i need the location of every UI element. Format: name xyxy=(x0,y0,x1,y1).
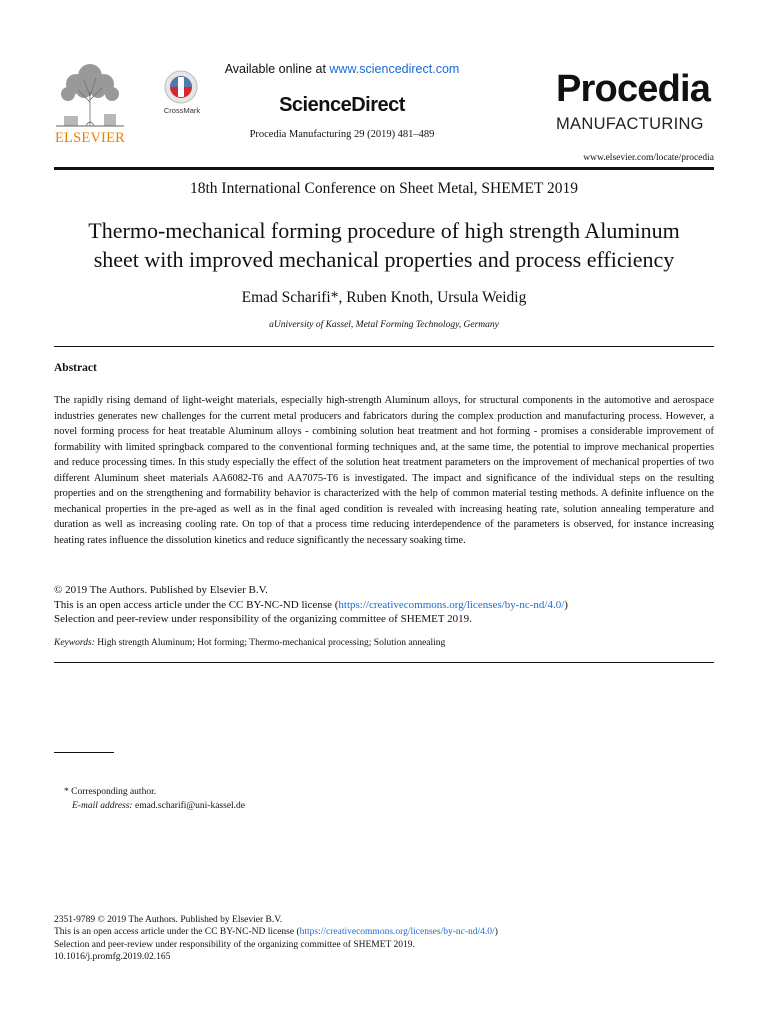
available-online xyxy=(200,62,484,76)
sciencedirect-link[interactable]: www.sciencedirect.com xyxy=(329,62,460,76)
elsevier-wordmark: ELSEVIER xyxy=(54,130,126,146)
footer-review-line: Selection and peer-review under responsibility of the organizing committee of SHEMET 2019. xyxy=(54,939,415,950)
review-line: Selection and peer-review under responsibility of the organizing committee of SHEMET 2019. xyxy=(54,613,472,625)
affiliation: aUniversity of Kassel, Metal Forming Technology, Germany xyxy=(269,320,499,330)
abstract-heading: Abstract xyxy=(54,362,97,374)
title-line-1: Thermo-mechanical forming procedure of high strength Aluminum xyxy=(88,218,680,243)
procedia-subtitle: MANUFACTURING xyxy=(556,115,704,133)
procedia-title: Procedia xyxy=(556,68,711,110)
paper-title xyxy=(54,216,714,274)
corresponding-author: * Corresponding author. xyxy=(64,787,157,797)
keywords-list: High strength Aluminum; Hot forming; Thermo-mechanical processing; Solution annealing xyxy=(94,638,446,648)
email-line xyxy=(72,801,245,811)
footer-license-suffix: ) xyxy=(494,927,498,938)
issn-line: 2351-9789 © 2019 The Authors. Published by Elsevier B.V. xyxy=(54,915,283,925)
elsevier-logo[interactable] xyxy=(52,62,128,148)
procedia-logo[interactable] xyxy=(556,70,718,134)
keywords xyxy=(54,638,714,648)
copyright-line: © 2019 The Authors. Published by Elsevier B.V. xyxy=(54,584,268,596)
authors: Emad Scharifi*, Ruben Knoth, Ursula Weidig xyxy=(241,289,527,306)
footnote-rule xyxy=(54,752,114,753)
journal-url[interactable]: www.elsevier.com/locate/procedia xyxy=(583,153,714,163)
license-line xyxy=(54,598,714,613)
footer-license-line xyxy=(54,926,714,938)
license-block xyxy=(54,583,714,627)
email-address[interactable]: emad.scharifi@uni-kassel.de xyxy=(132,801,246,811)
keywords-label: Keywords: xyxy=(54,638,95,648)
available-prefix: Available online at xyxy=(224,62,330,76)
license-prefix: This is an open access article under the CC BY-NC-ND license ( xyxy=(54,598,339,611)
sciencedirect-logo[interactable]: ScienceDirect xyxy=(279,94,405,116)
title-line-2: sheet with improved mechanical properties and process efficiency xyxy=(93,247,675,272)
doi-line[interactable]: 10.1016/j.promfg.2019.02.165 xyxy=(54,951,171,962)
header-rule xyxy=(54,167,714,170)
footer-license-prefix: This is an open access article under the CC BY-NC-ND license ( xyxy=(54,927,300,938)
section-rule xyxy=(54,346,714,347)
footer-license-link[interactable]: https://creativecommons.org/licenses/by-nc-nd/4.0/ xyxy=(299,927,495,938)
abstract-rule xyxy=(54,662,714,663)
crossmark-label: CrossMark xyxy=(163,106,201,115)
elsevier-tree-icon xyxy=(56,62,124,128)
license-suffix: ) xyxy=(564,598,568,611)
footer-metadata xyxy=(54,914,714,963)
crossmark-badge[interactable] xyxy=(158,70,206,120)
license-link[interactable]: https://creativecommons.org/licenses/by-nc-nd/4.0/ xyxy=(338,598,565,611)
crossmark-icon xyxy=(164,70,198,104)
abstract-body: The rapidly rising demand of light-weight materials, especially high-strength Aluminum alloys, for structural components in the automotive and aerospace industries generates new challenges for the current metal producers and fabricators during the complex production and manufacturing process. However, a novel forming process for heat treatable Aluminum alloys - combining solution heat treatment and hot forming - promises a considerable improvement of formability with limited springback compared to the conventional forming techniques and, at the same time, the potential to improve mechanical properties and reduce processing times. In this study especially the effect of the solution heat treatment parameters on the improvement of mechanical properties of two different Aluminum sheet materials AA6082-T6 and AA7075-T6 is investigated. The impact and significance of the individual steps on the resulting properties and on the strengthening and formability behavior is characterized with the help of common material testing methods. A definite influence on the mechanical properties in the pre-aged as well as in the final aged condition is revealed with increasing heating rate, solution annealing temperature and duration as well as increasing cooling rate. On top of that a process time reducing interdependence of the parameters is observed, for instance increasing heating rates influence the dissolution kinetics and reduce significantly the necessary soaking time. xyxy=(54,395,714,546)
email-label: E-mail address: xyxy=(72,801,133,811)
conference-name: 18th International Conference on Sheet Metal, SHEMET 2019 xyxy=(190,180,578,197)
journal-reference: Procedia Manufacturing 29 (2019) 481–489 xyxy=(249,129,435,140)
